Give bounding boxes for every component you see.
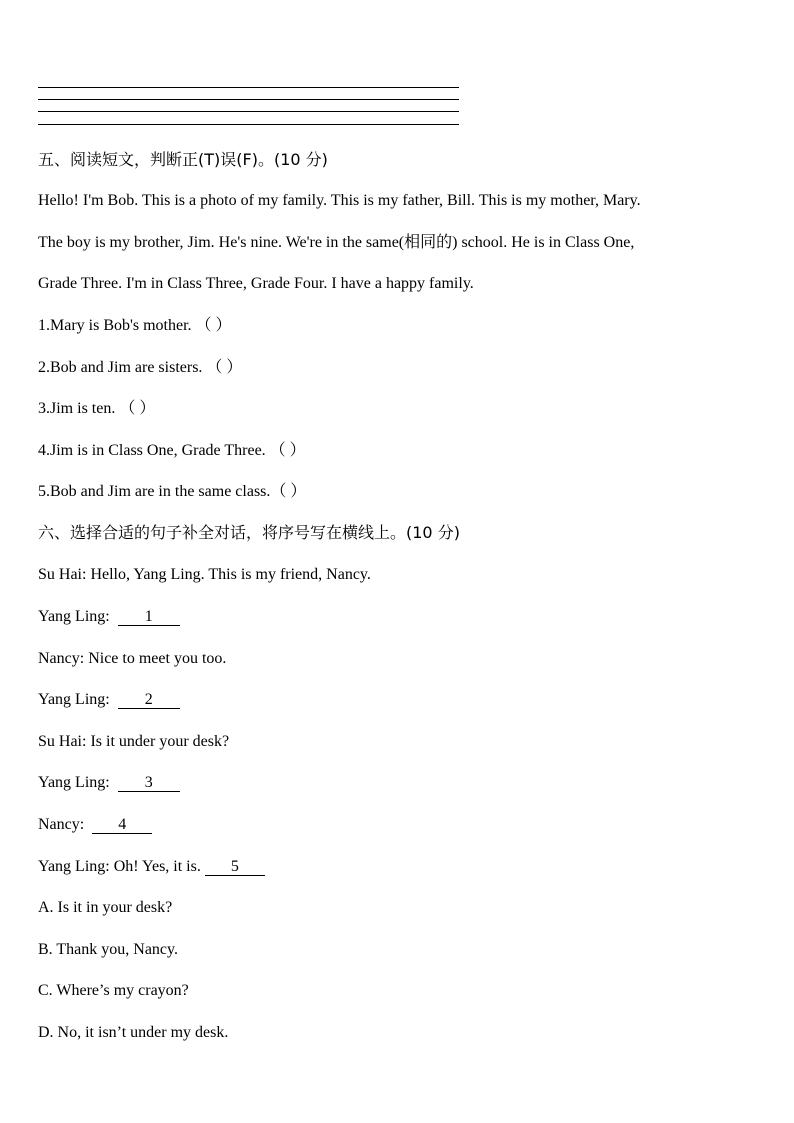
section5-heading: 五、阅读短文，判断正(T)误(F)。(10 分)	[38, 150, 328, 169]
speaker: Su Hai:	[38, 733, 87, 750]
question-5: 5.Bob and Jim are in the same class.（ ）	[38, 483, 307, 500]
speaker: Nancy:	[38, 816, 85, 833]
speaker: Yang Ling:	[38, 774, 110, 791]
speaker: Yang Ling:	[38, 608, 110, 625]
option-a: A. Is it in your desk?	[38, 899, 173, 916]
answer-blank-2[interactable]: 2	[118, 692, 180, 709]
answer-line-4	[38, 124, 459, 125]
section6-heading: 六、选择合适的句子补全对话，将序号写在横线上。(10 分)	[38, 523, 460, 542]
option-b: B. Thank you, Nancy.	[38, 941, 178, 958]
answer-blank-4[interactable]: 4	[92, 817, 152, 834]
dialogue-line-1	[38, 565, 371, 585]
dialogue-text: Oh! Yes, it is.	[109, 858, 205, 875]
answer-line-3	[38, 111, 459, 112]
question-4: 4.Jim is in Class One, Grade Three. （ ）	[38, 442, 306, 459]
answer-blank-5[interactable]: 5	[205, 859, 265, 876]
dialogue-text	[110, 691, 114, 708]
dialogue-line-2	[38, 607, 180, 627]
answer-line-1	[38, 87, 459, 88]
dialogue-line-4	[38, 690, 180, 710]
dialogue-line-5	[38, 732, 229, 752]
question-2: 2.Bob and Jim are sisters. （ ）	[38, 359, 243, 376]
dialogue-line-6	[38, 773, 180, 793]
option-d: D. No, it isn’t under my desk.	[38, 1024, 229, 1041]
answer-blank-3[interactable]: 3	[118, 775, 180, 792]
dialogue-text	[84, 816, 88, 833]
dialogue-text: Hello, Yang Ling. This is my friend, Nancy.	[86, 566, 371, 583]
passage-line-2: The boy is my brother, Jim. He's nine. We're in the same(相同的) school. He is in Class One,	[38, 234, 635, 251]
question-3: 3.Jim is ten. （ ）	[38, 400, 156, 417]
speaker: Yang Ling:	[38, 858, 110, 875]
dialogue-text: Nice to meet you too.	[84, 650, 227, 667]
dialogue-text	[110, 774, 114, 791]
option-c: C. Where’s my crayon?	[38, 982, 189, 999]
passage-line-3: Grade Three. I'm in Class Three, Grade Four. I have a happy family.	[38, 275, 474, 292]
dialogue-text	[110, 608, 114, 625]
dialogue-line-8	[38, 857, 265, 877]
answer-blank-1[interactable]: 1	[118, 609, 180, 626]
speaker: Su Hai:	[38, 566, 87, 583]
speaker: Yang Ling:	[38, 691, 110, 708]
question-1: 1.Mary is Bob's mother. （ ）	[38, 317, 232, 334]
speaker: Nancy:	[38, 650, 85, 667]
answer-line-2	[38, 99, 459, 100]
dialogue-text: Is it under your desk?	[86, 733, 230, 750]
dialogue-line-7	[38, 815, 152, 835]
passage-line-1: Hello! I'm Bob. This is a photo of my family. This is my father, Bill. This is my mother, Mary.	[38, 192, 641, 209]
dialogue-line-3	[38, 649, 226, 669]
